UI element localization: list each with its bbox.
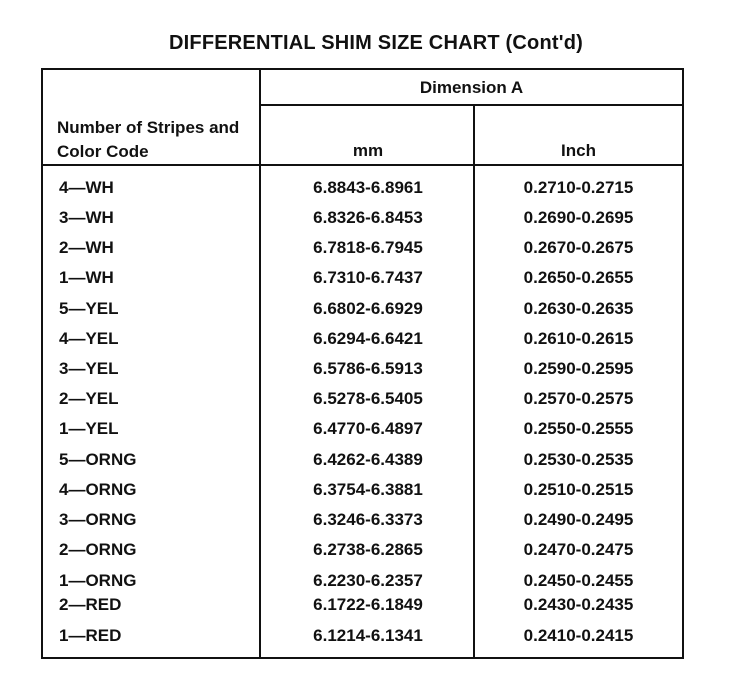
table-row <box>43 268 682 298</box>
mm-cell: 6.1214-6.1341 <box>313 626 423 645</box>
inch-cell: 0.2710-0.2715 <box>523 178 634 197</box>
table-row <box>43 208 682 238</box>
table-row <box>43 626 682 656</box>
color-code-cell: 1—RED <box>59 626 122 645</box>
color-code-cell: 3—WH <box>59 208 114 227</box>
mm-cell: 6.6294-6.6421 <box>313 329 423 348</box>
mm-cell: 6.1722-6.1849 <box>313 595 423 614</box>
table-row <box>43 389 682 419</box>
color-code-cell: 4—YEL <box>59 329 119 348</box>
mm-cell: 6.7310-6.7437 <box>313 268 423 287</box>
inch-cell: 0.2470-0.2475 <box>523 540 634 559</box>
page-title: DIFFERENTIAL SHIM SIZE CHART (Cont'd) <box>169 32 583 54</box>
mm-cell: 6.7818-6.7945 <box>313 238 423 257</box>
color-code-cell: 5—YEL <box>59 299 119 318</box>
table-row <box>43 419 682 449</box>
table-row <box>43 510 682 540</box>
header-stripes-color-code: Number of Stripes and Color Code <box>57 118 240 161</box>
color-code-cell: 5—ORNG <box>59 450 137 469</box>
color-code-cell: 2—WH <box>59 238 114 257</box>
color-code-cell: 4—ORNG <box>59 480 137 499</box>
inch-cell: 0.2450-0.2455 <box>523 571 634 590</box>
mm-cell: 6.3754-6.3881 <box>313 480 423 499</box>
inch-cell: 0.2670-0.2675 <box>523 238 634 257</box>
header-inch: Inch <box>561 141 596 160</box>
mm-cell: 6.8326-6.8453 <box>313 208 423 227</box>
color-code-cell: 4—WH <box>59 178 114 197</box>
inch-cell: 0.2610-0.2615 <box>523 329 634 348</box>
table-row <box>43 299 682 329</box>
inch-cell: 0.2530-0.2535 <box>523 450 634 469</box>
color-code-cell: 3—YEL <box>59 359 119 378</box>
mm-cell: 6.6802-6.6929 <box>313 299 423 318</box>
inch-cell: 0.2430-0.2435 <box>523 595 634 614</box>
inch-cell: 0.2410-0.2415 <box>523 626 634 645</box>
table-row <box>43 329 682 359</box>
table-row <box>43 540 682 570</box>
shim-size-table <box>41 68 684 659</box>
header-mm: mm <box>352 141 384 160</box>
inch-cell: 0.2690-0.2695 <box>523 208 634 227</box>
inch-cell: 0.2590-0.2595 <box>523 359 634 378</box>
inch-cell: 0.2630-0.2635 <box>523 299 634 318</box>
mm-cell: 6.5278-6.5405 <box>313 389 423 408</box>
inch-cell: 0.2490-0.2495 <box>523 510 634 529</box>
header-divider <box>259 104 682 106</box>
mm-cell: 6.2738-6.2865 <box>313 540 423 559</box>
table-row <box>43 450 682 480</box>
inch-cell: 0.2510-0.2515 <box>523 480 634 499</box>
color-code-cell: 1—YEL <box>59 419 119 438</box>
inch-cell: 0.2570-0.2575 <box>523 389 634 408</box>
color-code-cell: 2—YEL <box>59 389 119 408</box>
mm-cell: 6.5786-6.5913 <box>313 359 423 378</box>
color-code-cell: 1—WH <box>59 268 114 287</box>
mm-cell: 6.8843-6.8961 <box>313 178 423 197</box>
mm-cell: 6.3246-6.3373 <box>313 510 423 529</box>
table-row <box>43 178 682 208</box>
header-divider <box>43 164 682 166</box>
color-code-cell: 3—ORNG <box>59 510 137 529</box>
mm-cell: 6.2230-6.2357 <box>313 571 423 590</box>
table-row <box>43 480 682 510</box>
table-row <box>43 359 682 389</box>
color-code-cell: 2—RED <box>59 595 122 614</box>
color-code-cell: 2—ORNG <box>59 540 137 559</box>
inch-cell: 0.2650-0.2655 <box>523 268 634 287</box>
color-code-cell: 1—ORNG <box>59 571 137 590</box>
mm-cell: 6.4770-6.4897 <box>313 419 423 438</box>
table-row <box>43 238 682 268</box>
header-dimension-a: Dimension A <box>419 78 524 97</box>
mm-cell: 6.4262-6.4389 <box>313 450 423 469</box>
inch-cell: 0.2550-0.2555 <box>523 419 634 438</box>
table-row <box>43 595 682 625</box>
